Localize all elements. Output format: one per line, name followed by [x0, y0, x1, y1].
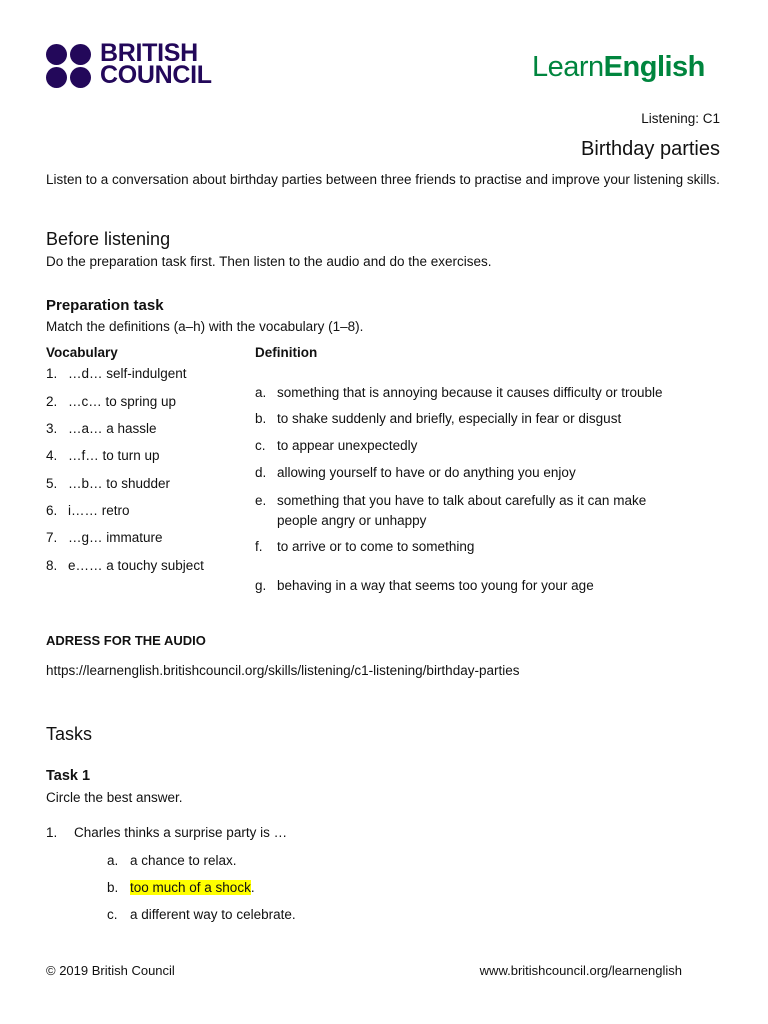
audio-address-heading: ADRESS FOR THE AUDIO	[46, 633, 206, 648]
task1-title: Task 1	[46, 768, 91, 784]
vocab-item: 8. e…… a touchy subject	[46, 558, 204, 573]
preparation-task-heading: Preparation task	[46, 297, 164, 314]
highlighted-answer: too much of a shock	[130, 880, 251, 895]
preparation-instruction: Match the definitions (a–h) with the vocabulary (1–8).	[46, 319, 364, 334]
task1-instruction: Circle the best answer.	[46, 790, 183, 805]
answer-option[interactable]: a. a chance to relax.	[107, 853, 237, 868]
definition-item: d. allowing yourself to have or do anything you enjoy	[255, 465, 576, 480]
answer-option-selected[interactable]: b. too much of a shock.	[107, 880, 255, 895]
question-1: 1. Charles thinks a surprise party is …	[46, 825, 288, 840]
british-council-logo-icon	[46, 44, 94, 88]
vocab-item: 3. …a… a hassle	[46, 421, 157, 436]
vocab-item: 2. …c… to spring up	[46, 394, 177, 409]
vocab-item: 6. i…… retro	[46, 503, 130, 518]
definition-item: f. to arrive or to come to something	[255, 539, 475, 554]
definition-item: e. something that you have to talk about carefully as it can make	[255, 493, 647, 508]
definition-item-continued: people angry or unhappy	[277, 513, 427, 528]
definition-item: b. to shake suddenly and briefly, especially in fear or disgust	[255, 411, 622, 426]
tasks-heading: Tasks	[46, 724, 93, 744]
vocab-item: 1. …d… self-indulgent	[46, 366, 187, 381]
answer-option[interactable]: c. a different way to celebrate.	[107, 907, 296, 922]
vocab-item: 5. …b… to shudder	[46, 476, 171, 491]
footer-copyright: © 2019 British Council	[46, 963, 175, 978]
definition-item: a. something that is annoying because it causes difficulty or trouble	[255, 385, 663, 400]
vocabulary-column-header: Vocabulary	[46, 345, 118, 360]
definition-item: c. to appear unexpectedly	[255, 438, 418, 453]
before-listening-instruction: Do the preparation task first. Then listen to the audio and do the exercises.	[46, 254, 492, 269]
before-listening-heading: Before listening	[46, 229, 171, 249]
vocab-item: 7. …g… immature	[46, 530, 163, 545]
definition-item: g. behaving in a way that seems too young for your age	[255, 578, 594, 593]
level-label: Listening: C1	[641, 111, 720, 126]
vocab-item: 4. …f… to turn up	[46, 448, 160, 463]
british-council-wordmark: BRITISH COUNCIL	[100, 39, 212, 89]
footer-website-link[interactable]: www.britishcouncil.org/learnenglish	[479, 963, 682, 978]
definition-column-header: Definition	[255, 345, 318, 360]
audio-url-link[interactable]: https://learnenglish.britishcouncil.org/skills/listening/c1-listening/birthday-parties	[46, 663, 520, 678]
page-title: Birthday parties	[581, 138, 720, 160]
intro-text: Listen to a conversation about birthday parties between three friends to practise and improve your listening skills.	[46, 172, 720, 187]
learnenglish-logo: LearnEnglish	[532, 51, 705, 83]
